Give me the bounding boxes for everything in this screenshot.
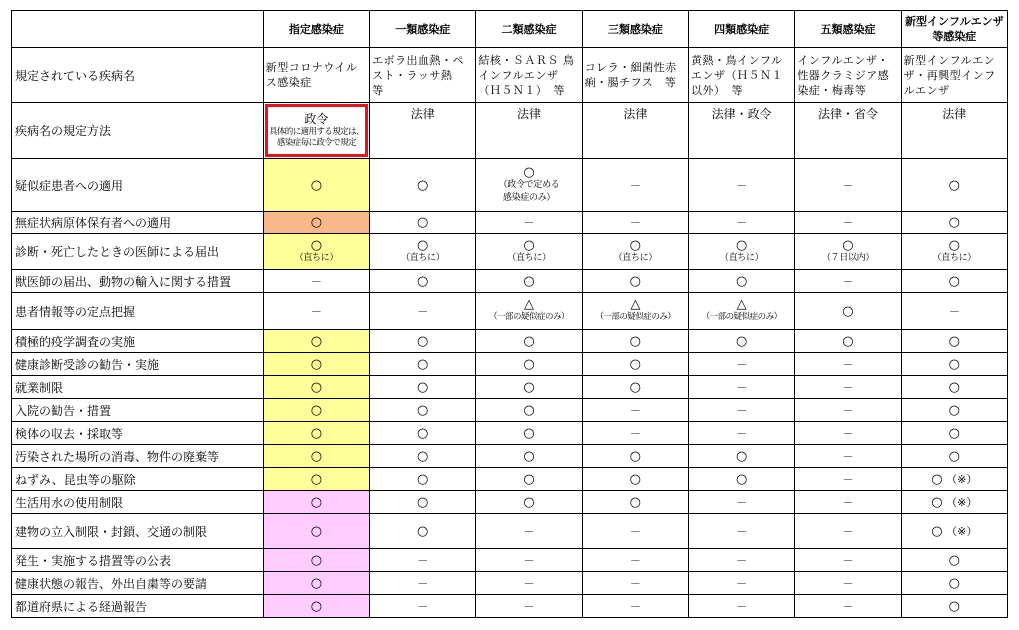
circle-mark: ○ (523, 402, 535, 418)
triangle-mark: △ (736, 297, 747, 312)
cell (795, 234, 901, 270)
cell (370, 468, 476, 491)
circle-mark: ○ (735, 471, 748, 487)
circle-mark: ○ (948, 598, 960, 614)
cell-note: （※） (946, 495, 978, 509)
cell (901, 491, 1007, 514)
cell (370, 330, 476, 353)
cell: － (901, 293, 1007, 330)
disease-cell: 黄熱・鳥インフルエンザ（Ｈ５Ｎ１以外） 等 (689, 48, 795, 103)
circle-mark: ○ (417, 215, 429, 230)
cell: － (795, 572, 901, 595)
circle-mark: ○ (310, 215, 323, 230)
cell: － (370, 293, 476, 330)
circle-mark: ○ (310, 379, 323, 395)
row-label: ねずみ、昆虫等の駆除 (12, 468, 264, 491)
cell: － (795, 399, 901, 422)
circle-mark: ○ (310, 177, 323, 193)
row-label: 患者情報等の定点把握 (12, 293, 264, 330)
cell (263, 212, 369, 234)
cell: － (582, 399, 688, 422)
circle-mark: ○ (310, 523, 323, 539)
cell (582, 353, 688, 376)
cell-note: （直ちに） (932, 252, 977, 263)
cell (476, 159, 582, 212)
cell (795, 293, 901, 330)
cell (689, 330, 795, 353)
circle-mark: ○ (523, 237, 535, 253)
circle-mark: ○ (417, 333, 429, 349)
cell (582, 491, 688, 514)
method-cell: 法律 (582, 103, 688, 159)
cell (901, 514, 1007, 549)
cell (476, 376, 582, 399)
cell (582, 445, 688, 468)
header-class-3: 三類感染症 (582, 11, 688, 48)
circle-mark: ○ (842, 237, 854, 253)
row-label: 健康状態の報告、外出自粛等の要請 (12, 572, 264, 595)
cell (582, 234, 688, 270)
circle-mark: ○ (735, 333, 748, 349)
row-label: 疾病名の規定方法 (12, 103, 264, 159)
circle-mark: ○ (948, 177, 960, 193)
circle-mark: ○ (310, 356, 323, 372)
table-row (12, 595, 1008, 618)
cell: － (795, 514, 901, 549)
circle-mark: ○ (417, 523, 429, 539)
cell (263, 376, 369, 399)
circle-mark: ○ (310, 402, 323, 418)
circle-mark: ○ (629, 471, 642, 487)
table-row (12, 549, 1008, 572)
cell (476, 468, 582, 491)
cell (901, 445, 1007, 468)
cell: － (582, 159, 688, 212)
circle-mark: ○ (310, 552, 323, 568)
circle-mark: ○ (417, 425, 429, 441)
circle-mark: ○ (310, 425, 323, 441)
circle-mark: ○ (310, 333, 323, 349)
circle-mark: ○ (523, 273, 535, 289)
method-cell: 法律 (901, 103, 1007, 159)
circle-mark: ○ (735, 273, 748, 289)
cell-note: （一部の疑似症のみ） (595, 312, 676, 322)
cell: － (795, 212, 901, 234)
cell-note: （一部の疑似症のみ） (489, 312, 570, 322)
cell: － (476, 212, 582, 234)
cell: － (795, 468, 901, 491)
disease-cell: 結核・ＳＡＲＳ 鳥インフルエンザ （Ｈ５Ｎ１） 等 (476, 48, 582, 103)
table-row (12, 399, 1008, 422)
cell (370, 376, 476, 399)
circle-mark: ○ (310, 237, 323, 253)
cell (370, 270, 476, 293)
circle-mark: ○ (948, 402, 960, 418)
circle-mark: ○ (629, 379, 642, 395)
table-row (12, 212, 1008, 234)
circle-mark: ○ (735, 448, 748, 464)
cell (476, 353, 582, 376)
circle-mark: ○ (629, 356, 642, 372)
cell (582, 270, 688, 293)
cell (263, 595, 369, 618)
cell (370, 422, 476, 445)
row-label: 入院の勧告・措置 (12, 399, 264, 422)
cell (263, 353, 369, 376)
cell-note: （政令で定める (498, 179, 560, 190)
row-label: 就業制限 (12, 376, 264, 399)
table-row (12, 376, 1008, 399)
cell (901, 270, 1007, 293)
cell (263, 330, 369, 353)
cell: － (689, 572, 795, 595)
cell-note: （直ちに） (507, 252, 551, 263)
method-designated-cell (263, 103, 369, 159)
cell (476, 270, 582, 293)
cell-note: （７日以内） (821, 252, 875, 263)
cell (582, 376, 688, 399)
cell: － (795, 422, 901, 445)
cell: － (370, 549, 476, 572)
header-new-influenza: 新型インフルエンザ等感染症 (901, 11, 1007, 48)
row-label: 規定されている疾病名 (12, 48, 264, 103)
cell (901, 468, 1007, 491)
cell (263, 234, 369, 270)
cell: － (795, 549, 901, 572)
corner-cell (12, 11, 264, 48)
cell: － (795, 353, 901, 376)
circle-mark: ○ (735, 237, 748, 253)
cell: － (582, 549, 688, 572)
cell: － (370, 595, 476, 618)
cell: － (689, 491, 795, 514)
table-row (12, 353, 1008, 376)
cell (582, 468, 688, 491)
cell: － (689, 353, 795, 376)
cell: － (263, 270, 369, 293)
circle-mark: ○ (629, 494, 642, 510)
row-label: 健康診断受診の勧告・実施 (12, 353, 264, 376)
cell (263, 514, 369, 549)
cell (263, 572, 369, 595)
table-row (12, 422, 1008, 445)
table-row (12, 330, 1008, 353)
circle-mark: ○ (948, 448, 960, 464)
circle-mark: ○ (417, 273, 429, 289)
cell: － (370, 572, 476, 595)
cell (476, 422, 582, 445)
cell: － (476, 514, 582, 549)
cell-note: （直ちに） (719, 252, 764, 263)
method-cell: 法律・省令 (795, 103, 901, 159)
circle-mark: ○ (948, 575, 960, 591)
cell: － (689, 595, 795, 618)
header-row (12, 11, 1008, 48)
table-row (12, 293, 1008, 330)
cell (476, 445, 582, 468)
circle-mark: ○ (948, 356, 960, 372)
circle-mark: ○ (842, 333, 854, 349)
circle-mark: ○ (931, 523, 943, 539)
circle-mark: ○ (417, 448, 429, 464)
cell (689, 234, 795, 270)
row-label: 生活用水の使用制限 (12, 491, 264, 514)
disease-cell: コレラ・細菌性赤痢・腸チフス 等 (582, 48, 688, 103)
cell (263, 422, 369, 445)
cell: － (795, 270, 901, 293)
table-row (12, 270, 1008, 293)
cell (263, 399, 369, 422)
cell (263, 549, 369, 572)
cell (476, 330, 582, 353)
header-class-4: 四類感染症 (689, 11, 795, 48)
table-row (12, 159, 1008, 212)
circle-mark: ○ (417, 356, 429, 372)
cell-note: （直ちに） (400, 252, 445, 263)
circle-mark: ○ (629, 448, 642, 464)
circle-mark: ○ (931, 471, 943, 487)
circle-mark: ○ (310, 471, 323, 487)
disease-cell: 新型インフルエンザ・再興型インフルエンザ (901, 48, 1007, 103)
circle-mark: ○ (417, 494, 429, 510)
cell: － (795, 159, 901, 212)
cell: － (689, 376, 795, 399)
circle-mark: ○ (629, 237, 642, 253)
circle-mark: ○ (523, 448, 535, 464)
circle-mark: ○ (948, 552, 960, 568)
cell (901, 399, 1007, 422)
row-diseases (12, 48, 1008, 103)
method-note: 具体的に適用する規定は、 (269, 127, 364, 137)
circle-mark: ○ (310, 448, 323, 464)
disease-cell: インフルエンザ・性器クラミジア感染症・梅毒等 (795, 48, 901, 103)
table-row (12, 572, 1008, 595)
disease-cell: 新型コロナウイルス感染症 (263, 48, 369, 103)
cell (901, 159, 1007, 212)
circle-mark: ○ (523, 164, 535, 180)
cell (689, 293, 795, 330)
table-row (12, 514, 1008, 549)
circle-mark: ○ (310, 494, 323, 510)
triangle-mark: △ (524, 297, 535, 312)
triangle-mark: △ (630, 297, 641, 312)
cell (476, 234, 582, 270)
cell: － (795, 491, 901, 514)
row-label: 疑似症患者への適用 (12, 159, 264, 212)
cell (901, 572, 1007, 595)
table-row (12, 491, 1008, 514)
cell-note: （直ちに） (294, 252, 339, 263)
circle-mark: ○ (948, 379, 960, 395)
cell (370, 234, 476, 270)
cell: － (582, 212, 688, 234)
circle-mark: ○ (523, 333, 535, 349)
cell (476, 399, 582, 422)
cell: － (582, 422, 688, 445)
cell: － (795, 376, 901, 399)
cell: － (476, 572, 582, 595)
row-label: 検体の収去・採取等 (12, 422, 264, 445)
circle-mark: ○ (948, 237, 960, 253)
method-cell: 法律 (476, 103, 582, 159)
cell (582, 293, 688, 330)
circle-mark: ○ (310, 598, 323, 614)
cell: － (795, 445, 901, 468)
circle-mark: ○ (948, 215, 960, 230)
row-method (12, 103, 1008, 159)
circle-mark: ○ (629, 333, 642, 349)
cell (901, 595, 1007, 618)
cell: － (476, 595, 582, 618)
circle-mark: ○ (523, 379, 535, 395)
header-class-5: 五類感染症 (795, 11, 901, 48)
row-label: 発生・実施する措置等の公表 (12, 549, 264, 572)
cell (582, 330, 688, 353)
cell: － (476, 549, 582, 572)
cell (795, 330, 901, 353)
circle-mark: ○ (417, 237, 429, 253)
cell: － (582, 514, 688, 549)
circle-mark: ○ (310, 575, 323, 591)
cell-note: （※） (946, 472, 978, 486)
cell (263, 159, 369, 212)
cell (901, 422, 1007, 445)
row-label: 建物の立入制限・封鎖、交通の制限 (12, 514, 264, 549)
row-label: 獣医師の届出、動物の輸入に関する措置 (12, 270, 264, 293)
infectious-disease-comparison-table (11, 10, 1008, 618)
cell: － (582, 572, 688, 595)
cell-note: 感染症のみ） (502, 192, 556, 203)
circle-mark: ○ (523, 494, 535, 510)
circle-mark: ○ (948, 273, 960, 289)
cell (370, 159, 476, 212)
cell: － (795, 595, 901, 618)
cell: － (689, 399, 795, 422)
circle-mark: ○ (629, 273, 642, 289)
method-note: 感染症毎に政令で規定 (276, 138, 356, 148)
cell (370, 212, 476, 234)
cell (901, 330, 1007, 353)
circle-mark: ○ (417, 177, 429, 193)
row-label: 都道府県による経過報告 (12, 595, 264, 618)
cell (370, 514, 476, 549)
cell-note: （一部の疑似症のみ） (701, 312, 782, 322)
header-designated: 指定感染症 (263, 11, 369, 48)
cell (689, 270, 795, 293)
table-row (12, 468, 1008, 491)
method-cell: 法律 (370, 103, 476, 159)
cell (263, 468, 369, 491)
cell: － (689, 159, 795, 212)
circle-mark: ○ (523, 356, 535, 372)
cell (476, 293, 582, 330)
cell (370, 353, 476, 376)
method-value: 政令 (304, 112, 329, 126)
cell (263, 445, 369, 468)
circle-mark: ○ (523, 425, 535, 441)
table-row (12, 445, 1008, 468)
cell: － (689, 212, 795, 234)
circle-mark: ○ (948, 333, 960, 349)
cell: － (689, 549, 795, 572)
cell (476, 491, 582, 514)
cell (689, 445, 795, 468)
circle-mark: ○ (842, 303, 854, 319)
cell: － (263, 293, 369, 330)
circle-mark: ○ (931, 494, 943, 510)
row-label: 積極的疫学調査の実施 (12, 330, 264, 353)
circle-mark: ○ (417, 379, 429, 395)
cell (901, 549, 1007, 572)
cell (901, 212, 1007, 234)
circle-mark: ○ (523, 471, 535, 487)
disease-cell: エボラ出血熱・ペスト・ラッサ熱 等 (370, 48, 476, 103)
header-class-2: 二類感染症 (476, 11, 582, 48)
cell (263, 491, 369, 514)
cell (370, 399, 476, 422)
cell (901, 376, 1007, 399)
cell: － (689, 422, 795, 445)
method-cell: 法律・政令 (689, 103, 795, 159)
cell-note: （直ちに） (613, 252, 658, 263)
cell: － (689, 514, 795, 549)
circle-mark: ○ (417, 402, 429, 418)
header-class-1: 一類感染症 (370, 11, 476, 48)
row-label: 無症状病原体保有者への適用 (12, 212, 264, 234)
row-label: 汚染された場所の消毒、物件の廃棄等 (12, 445, 264, 468)
circle-mark: ○ (417, 471, 429, 487)
cell (370, 445, 476, 468)
cell (901, 234, 1007, 270)
cell: － (582, 595, 688, 618)
cell (370, 491, 476, 514)
cell (901, 353, 1007, 376)
cell-note: （※） (946, 524, 978, 538)
circle-mark: ○ (948, 425, 960, 441)
row-label: 診断・死亡したときの医師による届出 (12, 234, 264, 270)
cell (689, 468, 795, 491)
table-row (12, 234, 1008, 270)
